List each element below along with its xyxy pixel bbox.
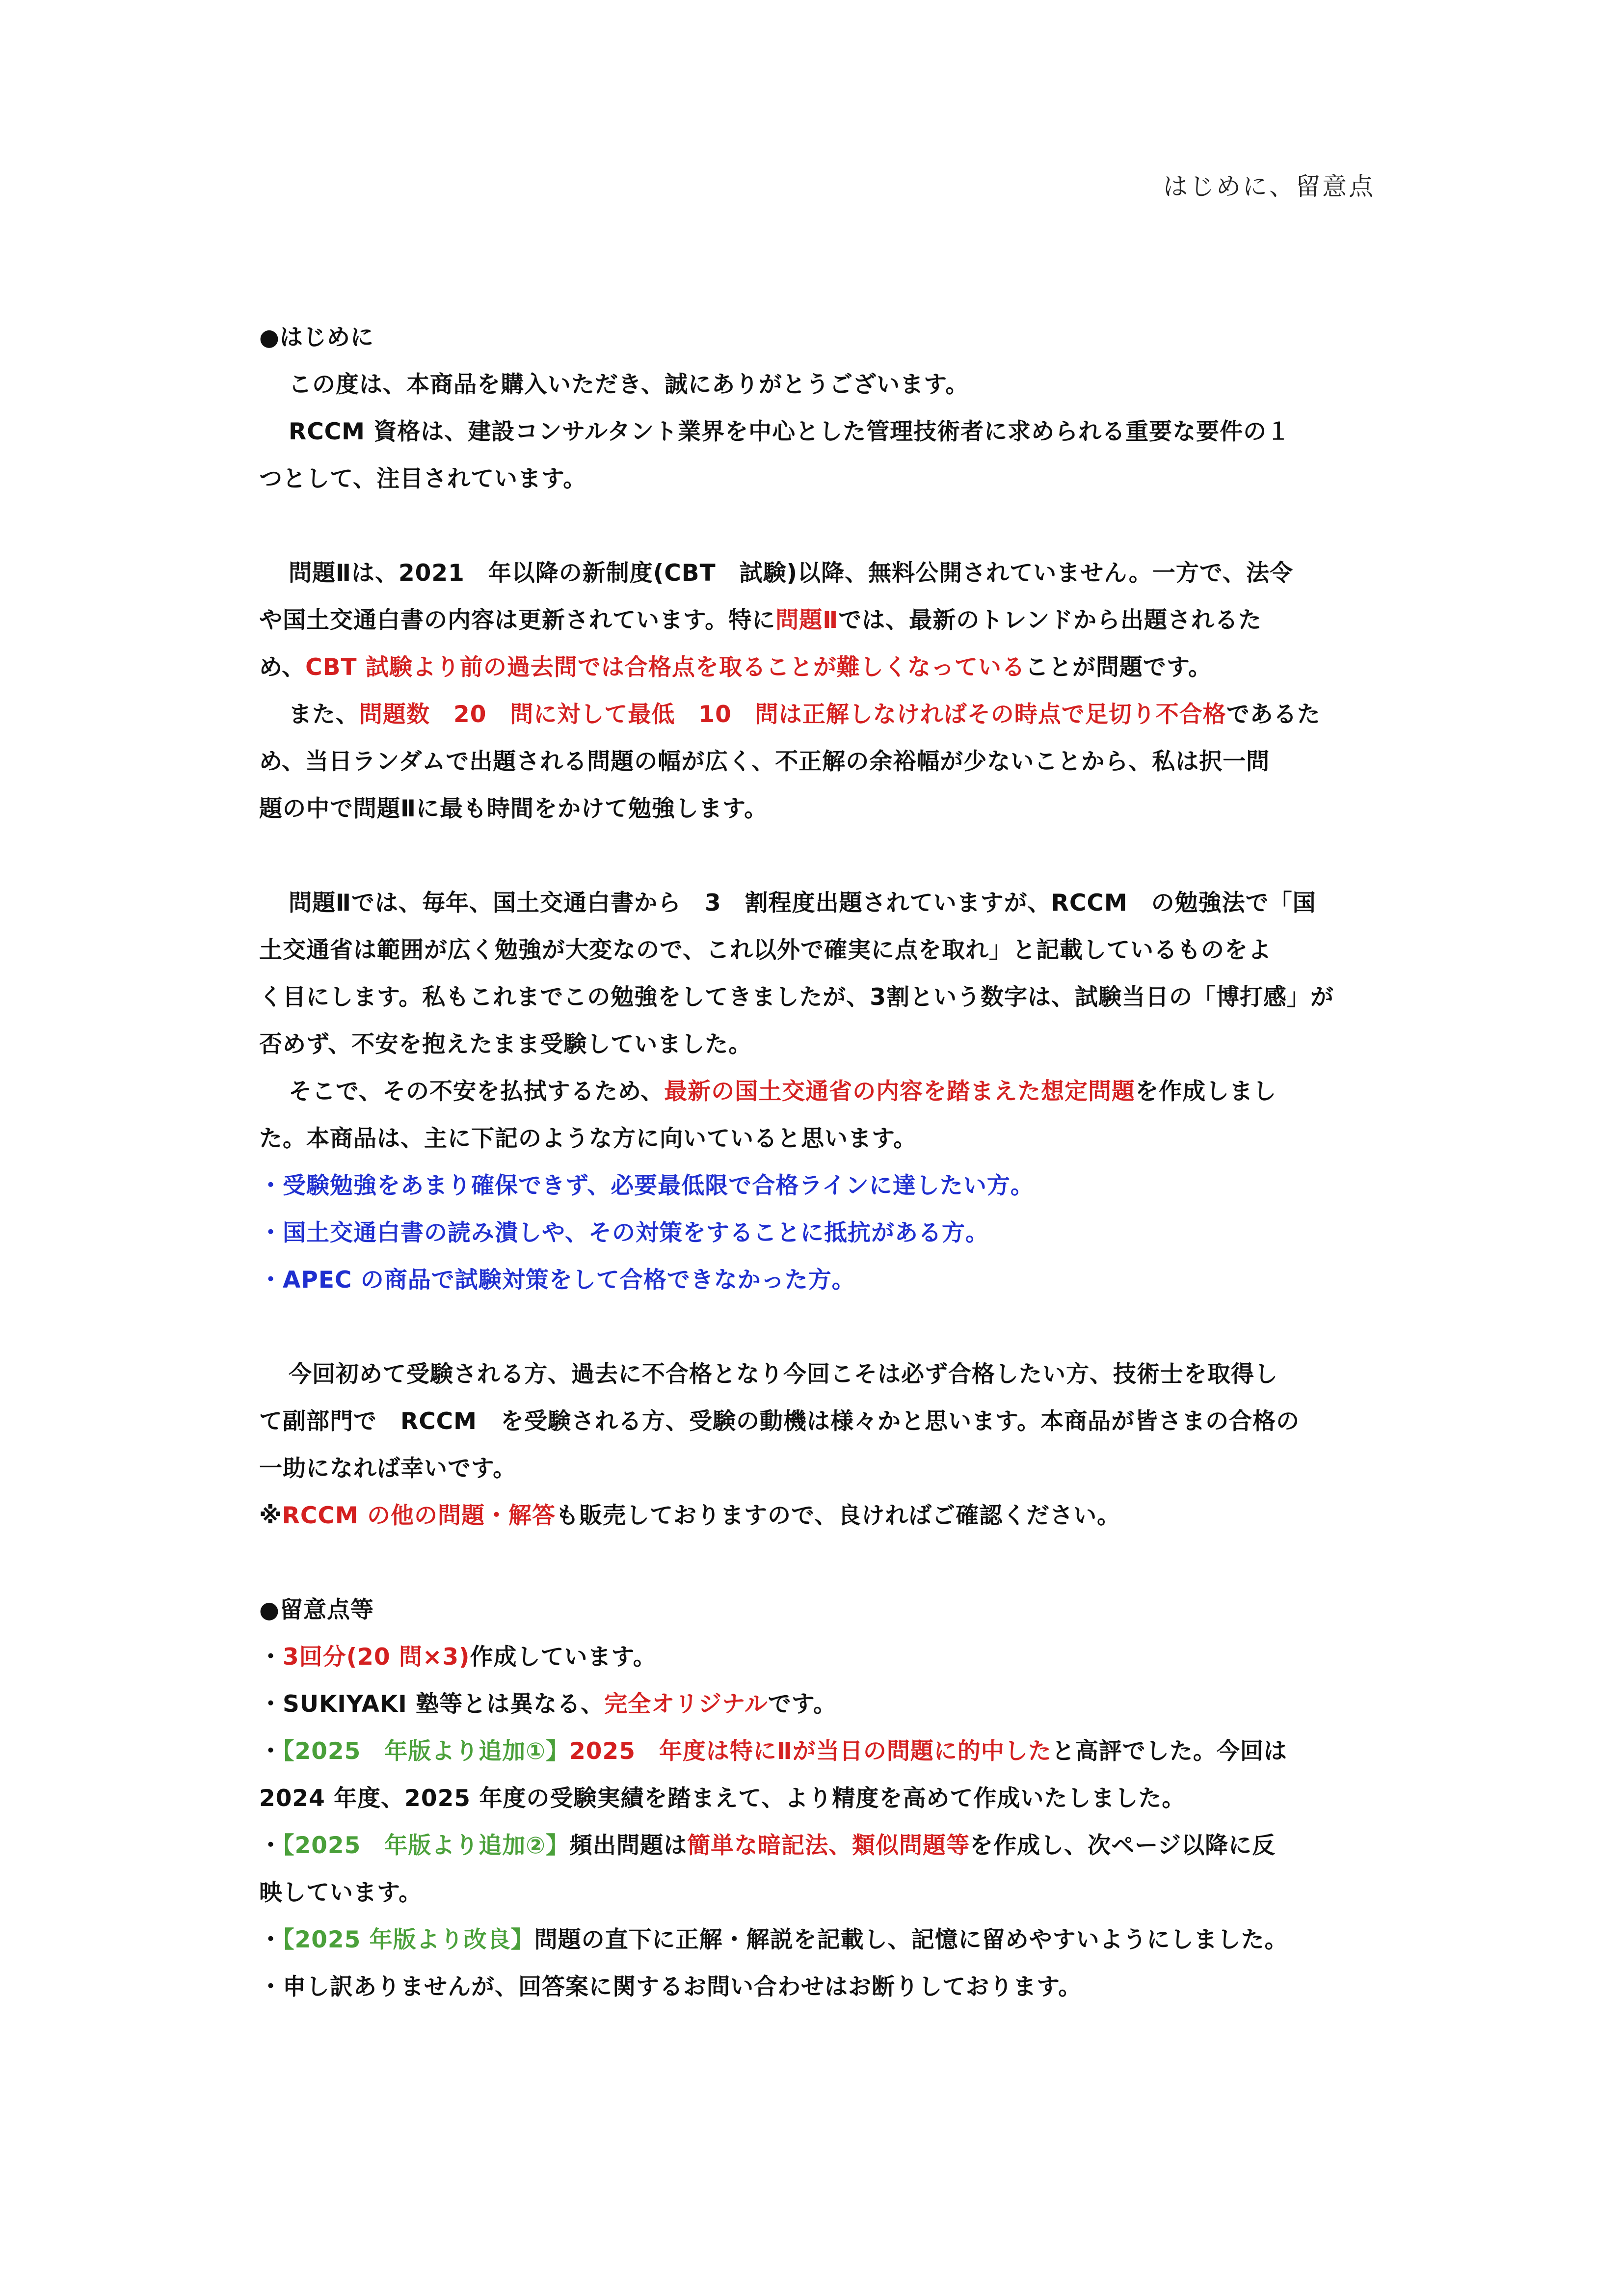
p2-line: 問題Ⅱは、2021 年以降の新制度(CBT 試験)以降、無料公開されていません。一方で、法令 bbox=[289, 560, 1293, 587]
text: ・ bbox=[259, 1738, 283, 1765]
note-item bbox=[259, 1917, 1383, 1964]
note-item bbox=[259, 1634, 1383, 1681]
p2-line: 題の中で問題Ⅱに最も時間をかけて勉強します。 bbox=[259, 795, 768, 822]
text: も販売しておりますので、良ければご確認ください。 bbox=[556, 1502, 1121, 1529]
text: ・ bbox=[259, 1832, 283, 1859]
text: ・SUKIYAKI 塾等とは異なる、 bbox=[259, 1691, 605, 1718]
highlight-red: 最新の国土交通省の内容を踏まえた想定問題 bbox=[664, 1078, 1136, 1105]
highlight-red: RCCM の他の問題・解答 bbox=[282, 1502, 556, 1529]
p4-line: 一助になれば幸いです。 bbox=[259, 1455, 517, 1482]
text: また、 bbox=[289, 701, 359, 728]
intro-heading: ●はじめに bbox=[259, 324, 374, 351]
text: そこで、その不安を払拭するため、 bbox=[289, 1078, 665, 1105]
p3-line: た。本商品は、主に下記のような方に向いていると思います。 bbox=[259, 1125, 917, 1152]
highlight-red: 2025 年度は特にⅡが当日の問題に的中した bbox=[569, 1738, 1052, 1765]
text: であるた bbox=[1226, 701, 1321, 728]
text: ・ bbox=[259, 1644, 283, 1671]
note-item bbox=[259, 1728, 1383, 1775]
text: ことが問題です。 bbox=[1025, 654, 1212, 681]
intro-line: この度は、本商品を購入いただき、誠にありがとうございます。 bbox=[289, 371, 969, 398]
p2-line bbox=[259, 691, 1383, 738]
highlight-red: 問題数 20 問に対して最低 10 問は正解しなければその時点で足切り不合格 bbox=[359, 701, 1226, 728]
text: を作成しまし bbox=[1135, 1078, 1277, 1105]
intro-line: RCCM 資格は、建設コンサルタント業界を中心とした管理技術者に求められる重要な要件の１ bbox=[289, 418, 1291, 445]
note-item: 映しています。 bbox=[259, 1879, 423, 1906]
text: ※ bbox=[259, 1502, 282, 1529]
highlight-red: 問題Ⅱ bbox=[775, 607, 839, 634]
note-item bbox=[259, 1681, 1383, 1728]
document-body bbox=[259, 314, 1383, 2011]
text: め、 bbox=[259, 654, 306, 681]
text: 頻出問題は bbox=[569, 1832, 688, 1859]
highlight-red: 3回分(20 問×3) bbox=[283, 1644, 470, 1671]
highlight-green: 【2025 年版より改良】 bbox=[283, 1926, 534, 1953]
highlight-red: CBT 試験より前の過去問では合格点を取ることが難しくなっている bbox=[305, 654, 1025, 681]
p2-line: め、当日ランダムで出題される問題の幅が広く、不正解の余裕幅が少ないことから、私は択一問 bbox=[259, 748, 1270, 775]
text: では、最新のトレンドから出題されるた bbox=[838, 607, 1262, 634]
p3-line: く目にします。私もこれまでこの勉強をしてきましたが、3割という数字は、試験当日の「博打感」が bbox=[259, 984, 1334, 1011]
highlight-red: 簡単な暗記法、類似問題等 bbox=[687, 1832, 970, 1859]
text: ・ bbox=[259, 1926, 283, 1953]
p4-line: 今回初めて受験される方、過去に不合格となり今回こそは必ず合格したい方、技術士を取得し bbox=[289, 1361, 1278, 1388]
p3-line bbox=[259, 1068, 1383, 1115]
p3-line: 否めず、不安を抱えたまま受験していました。 bbox=[259, 1031, 752, 1058]
note-item: 2024 年度、2025 年度の受験実績を踏まえて、より精度を高めて作成いたしました。 bbox=[259, 1785, 1186, 1812]
highlight-green: 【2025 年版より追加②】 bbox=[283, 1832, 570, 1859]
p3-line: 土交通省は範囲が広く勉強が大変なので、これ以外で確実に点を取れ」と記載しているものをよ bbox=[259, 937, 1272, 964]
p2-line bbox=[259, 597, 1383, 644]
text: です。 bbox=[768, 1691, 837, 1718]
p4-line: て副部門で RCCM を受験される方、受験の動機は様々かと思います。本商品が皆さまの合格の bbox=[259, 1408, 1300, 1435]
text: と高評でした。今回は bbox=[1051, 1738, 1287, 1765]
p4-line bbox=[259, 1492, 1383, 1540]
highlight-red: 完全オリジナル bbox=[604, 1691, 768, 1718]
p2-line bbox=[259, 644, 1383, 691]
p3-line: 問題Ⅱでは、毎年、国土交通白書から 3 割程度出題されていますが、RCCM の勉強法で「国 bbox=[289, 890, 1316, 917]
highlight-green: 【2025 年版より追加①】 bbox=[283, 1738, 570, 1765]
text: や国土交通白書の内容は更新されています。特に bbox=[259, 607, 776, 634]
target-bullet: ・APEC の商品で試験対策をして合格できなかった方。 bbox=[259, 1267, 855, 1294]
note-item bbox=[259, 1822, 1383, 1869]
text: 問題の直下に正解・解説を記載し、記憶に留めやすいようにしました。 bbox=[534, 1926, 1288, 1953]
text: 作成しています。 bbox=[470, 1644, 657, 1671]
target-bullet: ・受験勉強をあまり確保できず、必要最低限で合格ラインに達したい方。 bbox=[259, 1172, 1034, 1199]
notes-heading: ●留意点等 bbox=[259, 1596, 374, 1623]
page-header: はじめに、留意点 bbox=[1163, 172, 1375, 201]
note-item: ・申し訳ありませんが、回答案に関するお問い合わせはお断りしております。 bbox=[259, 1973, 1082, 2000]
text: を作成し、次ページ以降に反 bbox=[970, 1832, 1276, 1859]
target-bullet: ・国土交通白書の読み潰しや、その対策をすることに抵抗がある方。 bbox=[259, 1219, 989, 1246]
intro-line: つとして、注目されています。 bbox=[259, 465, 587, 492]
